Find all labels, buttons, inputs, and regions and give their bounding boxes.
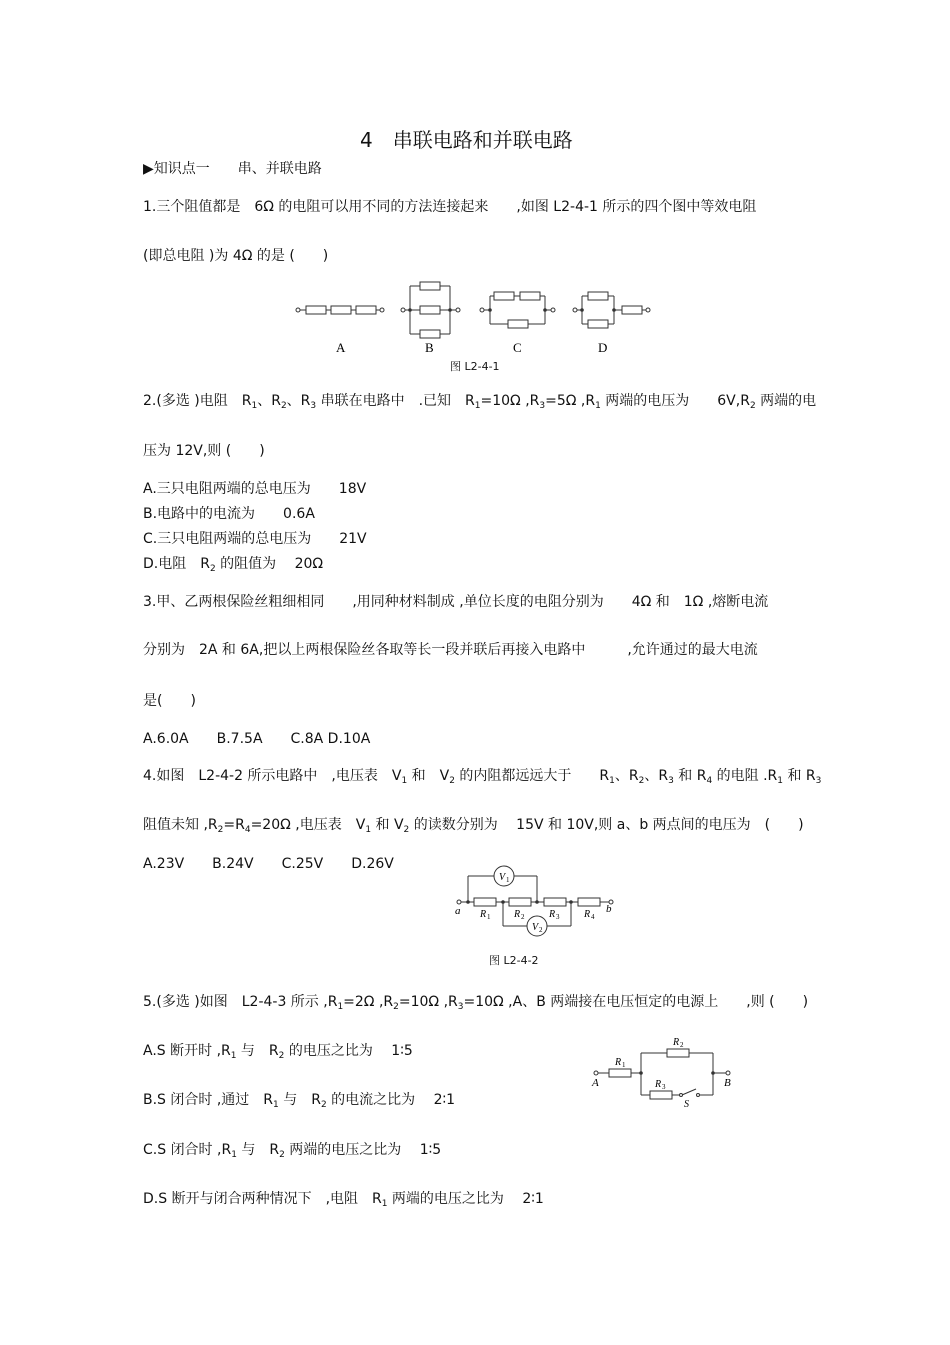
label-a: A <box>592 1077 599 1089</box>
label-r2-sub: 2 <box>521 913 525 921</box>
label-r1-sub: 1 <box>487 913 491 921</box>
q5-option-d: D.S 断开与闭合两种情况下 ,电阻 $R_1$ 两端的电压之比为 2∶1 <box>143 1191 544 1209</box>
label-v2-sub: 2 <box>539 926 543 934</box>
label-r4-sub: 4 <box>591 913 595 921</box>
q5-option-a: A.S 断开时 $,R_1$ 与 $R_2$ 的电压之比为 1∶5 <box>143 1043 413 1061</box>
q3-text-line3: 是( ) <box>143 693 196 709</box>
label-r2: R <box>514 909 521 920</box>
label-v2: V <box>532 922 539 933</box>
q1-text-line2: (即总电阻 )为 4Ω 的是 ( ) <box>143 248 329 264</box>
q3-text-line2: 分别为 2A 和 6A,把以上两根保险丝各取等长一段并联后再接入电路中 ,允许通过的最大电流 <box>143 642 758 658</box>
fig1-label-a: A <box>336 340 346 355</box>
resistor-r1 <box>609 1069 631 1077</box>
figure-caption-2: 图 L2-4-2 <box>489 954 539 967</box>
label-r2: R <box>673 1037 680 1048</box>
figure-caption-1: 图 L2-4-1 <box>450 360 500 373</box>
label-r2-sub: 2 <box>680 1041 684 1049</box>
resistor-r2 <box>667 1049 689 1057</box>
fig1-label-d: D <box>598 340 608 355</box>
q2-option-b: B.电路中的电流为 0.6A <box>143 506 315 522</box>
fig1-label-b: B <box>425 340 434 355</box>
q1-text-line1: 1.三个阻值都是 6Ω 的电阻可以用不同的方法连接起来 ,如图 L2-4-1 所示的四个图中等效电阻 <box>143 199 757 215</box>
terminal-a <box>594 1071 598 1075</box>
q5-text-line1: 5.(多选 )如图 L2-4-3 所示 $,R_1=2\Omega$ $,R_2=10\Omega$ $,R_3=10\Omega$ ,A、B 两端接在电压恒定的电源上 ,则 ( ) <box>143 994 809 1012</box>
label-v1-sub: 1 <box>506 876 510 884</box>
label-r3: R <box>549 909 556 920</box>
section-heading: ▶知识点一 串、并联电路 <box>143 161 322 177</box>
label-r1: R <box>480 909 487 920</box>
q2-text-line1: 2.(多选 )电阻 $R_1$、$R_2$、$R_3$ 串联在电路中 .已知 $R_1=10\Omega$ $,R_3=5\Omega$ $,R_1$ 两端的电压为 $6V,R_2$ 两端的电 <box>143 393 817 411</box>
q5-option-c: C.S 闭合时 $,R_1$ 与 $R_2$ 两端的电压之比为 1∶5 <box>143 1142 442 1160</box>
q3-options: A.6.0A B.7.5A C.8A D.10A <box>143 731 371 747</box>
q4-options: A.23V B.24V C.25V D.26V <box>143 856 394 872</box>
label-s: S <box>684 1099 689 1110</box>
label-b: B <box>724 1077 731 1089</box>
label-v1: V <box>499 872 506 883</box>
resistor-r3 <box>650 1091 672 1099</box>
q4-text-line1: 4.如图 L2-4-2 所示电路中 ,电压表 $V_1$ 和 $V_2$ 的内阻都远远大于 $R_1$、$R_2$、$R_3$ 和 $R_4$ 的电阻 $.R_1$ 和 $R_3$ <box>143 768 822 786</box>
label-r4: R <box>584 909 591 920</box>
q2-option-d: D.电阻 $R_2$ 的阻值为 20Ω <box>143 556 324 574</box>
label-r1: R <box>615 1057 622 1068</box>
label-r1-sub: 1 <box>622 1061 626 1069</box>
q2-option-a: A.三只电阻两端的总电压为 18V <box>143 481 367 497</box>
switch-s <box>682 1089 696 1095</box>
page-title: 4 串联电路和并联电路 <box>360 128 573 152</box>
label-b: b <box>606 903 612 915</box>
q3-text-line1: 3.甲、乙两根保险丝粗细相同 ,用同种材料制成 ,单位长度的电阻分别为 4Ω 和 1Ω ,熔断电流 <box>143 594 769 610</box>
terminal-b <box>726 1071 730 1075</box>
label-r3: R <box>655 1079 662 1090</box>
q5-option-b: B.S 闭合时 ,通过 $R_1$ 与 $R_2$ 的电流之比为 2∶1 <box>143 1092 456 1110</box>
q4-text-line2: 阻值未知 $,R_2=R_4=20\Omega$ ,电压表 $V_1$ 和 $V_2$ 的读数分别为 15V 和 10V,则 a、b 两点间的电压为 ( ) <box>143 817 804 835</box>
label-r3-sub: 3 <box>556 913 560 921</box>
fig1-label-c: C <box>513 340 522 355</box>
q2-text-line2: 压为 12V,则 ( ) <box>143 443 265 459</box>
q2-option-c: C.三只电阻两端的总电压为 21V <box>143 531 367 547</box>
label-a: a <box>455 905 461 917</box>
label-r3-sub: 3 <box>662 1083 666 1091</box>
